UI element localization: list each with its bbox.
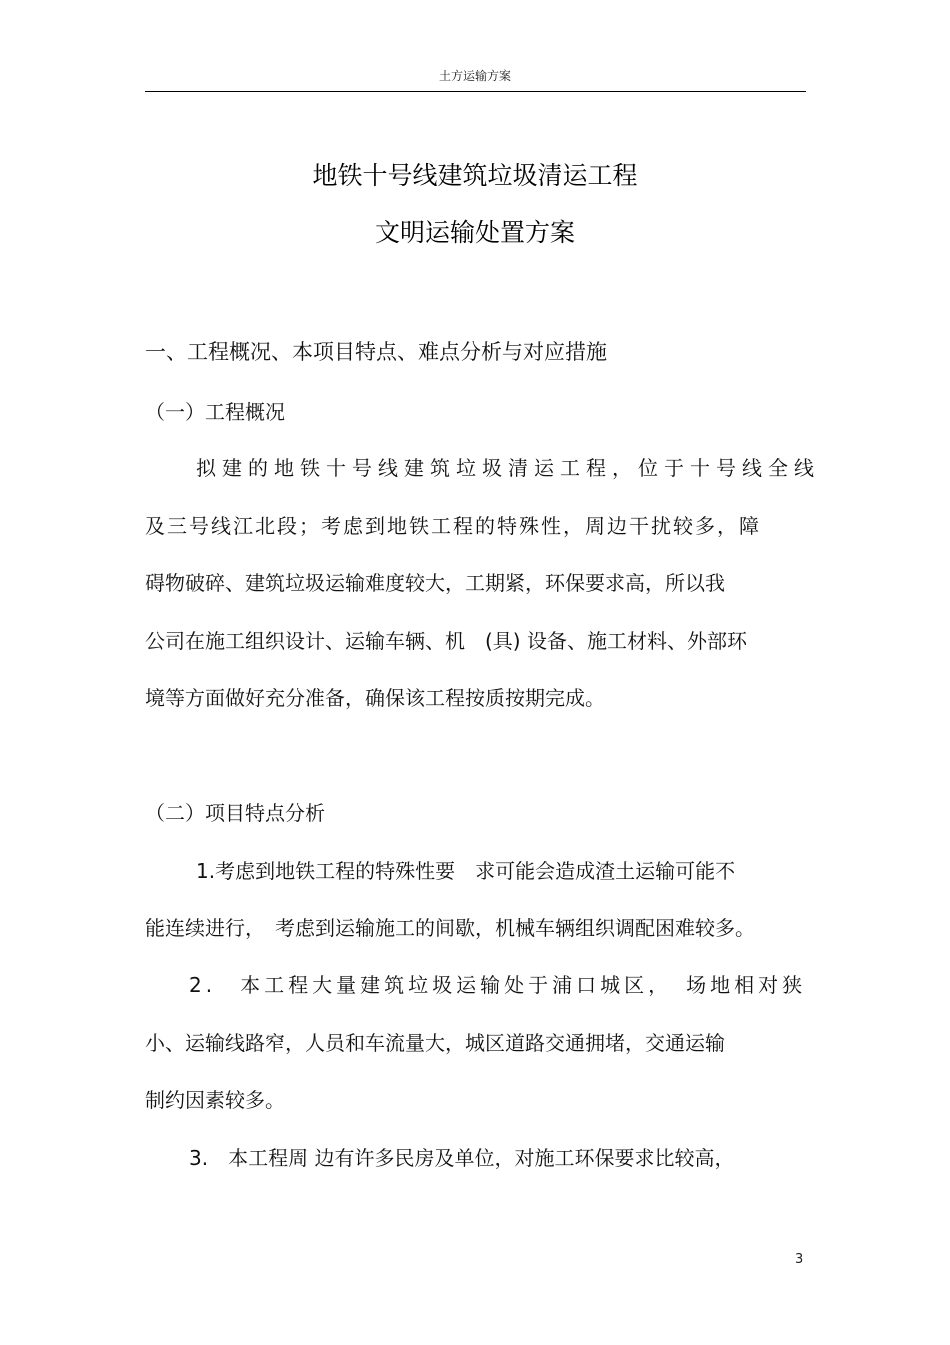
- subsection-heading-features: （二）项目特点分析: [145, 801, 325, 825]
- list-item-line: 2. 本工程大量建筑垃圾运输处于浦口城区， 场地相对狭: [189, 973, 807, 997]
- header-divider: [145, 91, 806, 92]
- document-title-line-1: 地铁十号线建筑垃圾清运工程: [312, 161, 638, 190]
- list-item-line: 能连续进行， 考虑到运输施工的间歇，机械车辆组织调配困难较多。: [145, 916, 755, 940]
- section-heading: 一、工程概况、本项目特点、难点分析与对应措施: [145, 340, 607, 364]
- paragraph-line: 及三号线江北段；考虑到地铁工程的特殊性，周边干扰较多，障: [145, 514, 761, 538]
- list-item-line: 小、运输线路窄，人员和车流量大，城区道路交通拥堵，交通运输: [145, 1031, 725, 1055]
- subsection-heading-overview: （一）工程概况: [145, 400, 285, 424]
- paragraph-line: 碍物破碎、建筑垃圾运输难度较大，工期紧，环保要求高，所以我: [145, 571, 725, 595]
- paragraph-line: 公司在施工组织设计、运输车辆、机 (具) 设备、施工材料、外部环: [145, 629, 747, 653]
- page-number: 3: [795, 1252, 804, 1267]
- document-title-line-2: 文明运输处置方案: [374, 218, 575, 247]
- list-item-line: 1.考虑到地铁工程的特殊性要 求可能会造成渣土运输可能不: [196, 859, 736, 883]
- list-item-line: 制约因素较多。: [145, 1088, 285, 1112]
- list-item-line: 3. 本工程周 边有许多民房及单位，对施工环保要求比较高，: [189, 1146, 735, 1170]
- paragraph-line: 境等方面做好充分准备，确保该工程按质按期完成。: [145, 686, 605, 710]
- paragraph-line: 拟建的地铁十号线建筑垃圾清运工程，位于十号线全线: [196, 456, 820, 480]
- header-title: 土方运输方案: [438, 69, 511, 83]
